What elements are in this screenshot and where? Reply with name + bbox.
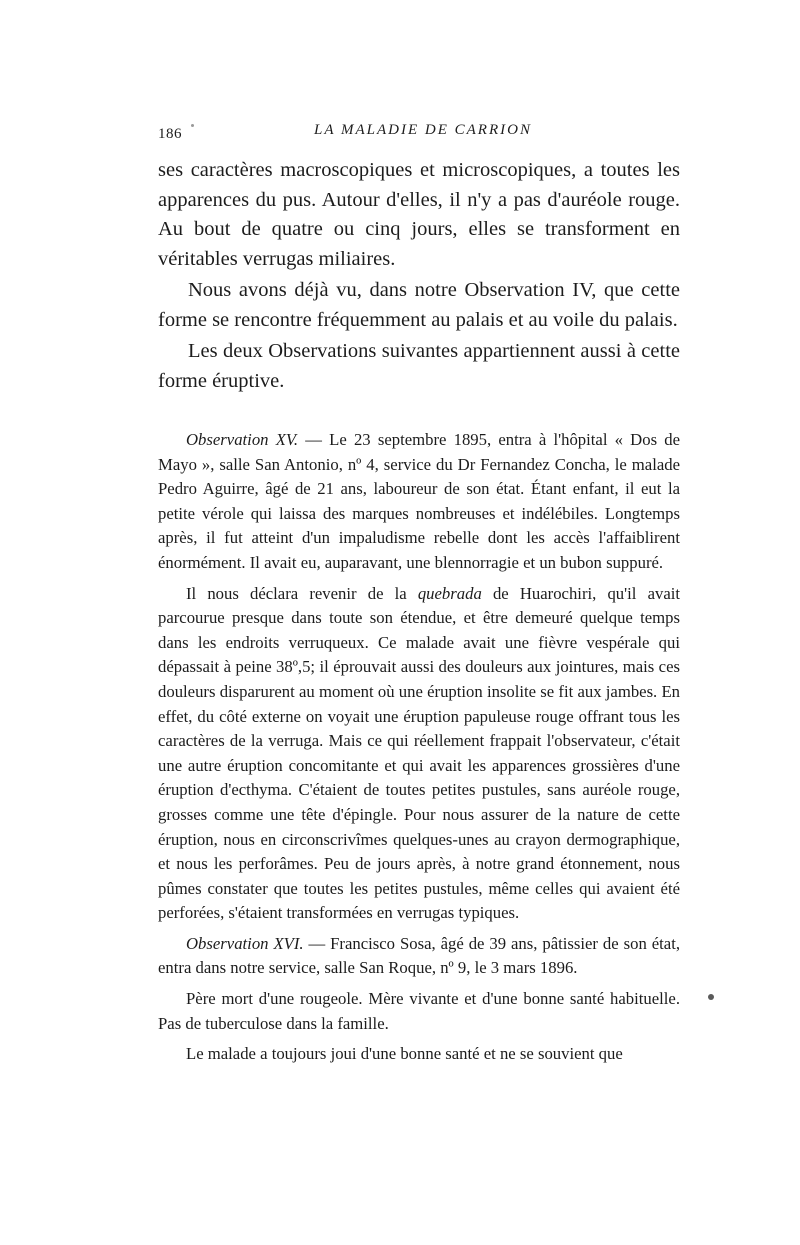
observation-xv-text-2a: Il nous déclara revenir de la bbox=[186, 583, 407, 603]
running-title: LA MALADIE DE CARRION bbox=[314, 122, 532, 138]
observation-xv-text-2b: de Huarochiri, qu'il avait parcourue presque dans toute son étendue, et être demeuré quelque temps dans les endroits verruqueux. Ce malade avait une fièvre vespérale qui dépassait à peine 38º,5; il éprouvait aussi des douleurs aux jointures, mais ces douleurs disparurent au moment où une éruption insolite se fit aux jambes. En effet, du côté externe on voyait une éruption papuleuse rouge offrant tous les caractères de la verruga. Mais ce qui réellement frappait l'observateur, c'était une autre éruption concomitante et qui avait les apparences grossières d'une éruption d'ecthyma. C'étaient de toutes petites pustules, sans auréole rouge, grosses comme une tête d'épingle. Pour nous assurer de la nature de cette éruption, nous en circonscrivîmes quelques-unes au crayon dermographique, et nous les perforâmes. Peu de jours après, à notre grand étonnement, nous pûmes constater que toutes les petites pustules, même celles qui avaient été perforées, s'étaient transformées en verrugas typiques. bbox=[158, 583, 681, 923]
lead-paragraph-3: Les deux Observations suivantes appartiennent aussi à cette forme éruptive. bbox=[158, 340, 680, 392]
observation-xvi-paragraph-1 bbox=[158, 932, 680, 981]
observation-xv-quebrada: quebrada bbox=[417, 583, 482, 603]
observation-xv-text-1: — Le 23 septembre 1895, entra à l'hôpital « Dos de Mayo », salle San Antonio, nº 4, service du Dr Fernandez Concha, le malade Pedro Aguirre, âgé de 21 ans, laboureur de son état. Étant enfant, il eut la petite vérole qui laissa des marques nombreuses et indélébiles. Longtemps après, il fut atteint d'un impaludisme rebelle dont les accès l'affaiblirent énormément. Il avait eu, auparavant, une blennorragie et un bubon suppuré. bbox=[158, 430, 680, 572]
page-number: 186 bbox=[158, 126, 182, 142]
observation-xv-paragraph-2 bbox=[158, 582, 680, 926]
observation-xv-paragraph-1 bbox=[158, 428, 680, 576]
main-text bbox=[158, 156, 680, 396]
observation-xvi-text-1: — Francisco Sosa, âgé de 39 ans, pâtissier de son état, entra dans notre service, salle San Roque, nº 9, le 3 mars 1896. bbox=[158, 933, 681, 978]
observation-xvi-paragraph-2: Père mort d'une rougeole. Mère vivante et d'une bonne santé habituelle. Pas de tuberculose dans la famille. bbox=[158, 989, 680, 1033]
observations-section bbox=[158, 428, 680, 1067]
observation-xvi-title: Observation XVI. bbox=[186, 933, 304, 953]
lead-paragraph-2: Nous avons déjà vu, dans notre Observation IV, que cette forme se rencontre fréquemment au palais et au voile du palais. bbox=[158, 279, 680, 331]
lead-paragraph-1: ses caractères macroscopiques et microscopiques, a toutes les apparences du pus. Autour d'elles, il n'y a pas d'auréole rouge. Au bout de quatre ou cinq jours, elles se transforment en véritables verrugas miliaires. bbox=[158, 159, 680, 270]
ink-speck bbox=[191, 124, 194, 127]
observation-xv-title: Observation XV. bbox=[186, 430, 299, 449]
observation-xvi-paragraph-3: Le malade a toujours joui d'une bonne santé et ne se souvient que bbox=[186, 1044, 623, 1064]
margin-mark bbox=[708, 994, 714, 1000]
